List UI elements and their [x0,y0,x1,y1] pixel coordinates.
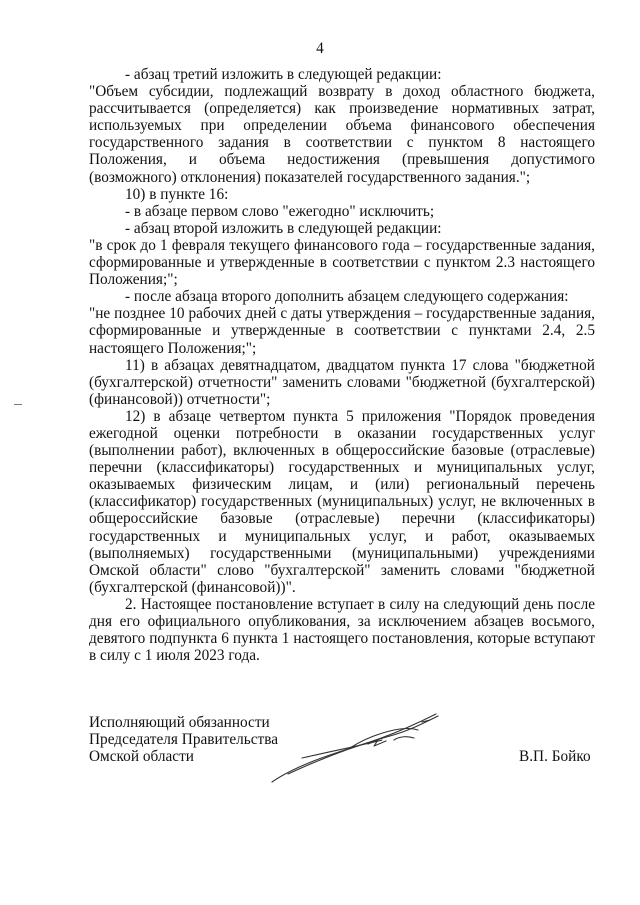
paragraph: "Объем субсидии, подлежащий возврату в доход областного бюджета, рассчитывается (определяется) как произведение нормативных затрат, используемых при определении объема финансового обеспечения государственного задания в соответствии с пунктом 8 настоящего Положения, и объема недостижения (превышения допустимого (возможного) отклонения) показателей государственного задания."; [89,83,595,186]
paragraph: - абзац второй изложить в следующей редакции: [125,219,442,237]
handwritten-signature [258,700,448,790]
paragraph: 12) в абзаце четвертом пункта 5 приложения "Порядок проведения ежегодной оценки потребности в оказании государственных услуг (выполнении работ), включенных в общероссийские базовые (отраслевые) перечни (классификаторы) государственных и муниципальных услуг, оказываемых физическим лицам, и (или) региональный перечень (классификатор) государственных (муниципальных) услуг, не включенных в общероссийские базовые (отраслевые) перечни (классификаторы) государственных и муниципальных услуг, и работ, оказываемых (выполняемых) государственными (муниципальными) учреждениями Омской области" слово "бухгалтерской" заменить словами "бюджетной (бухгалтерской (финансовой))". [89,407,595,596]
paragraph: "не позднее 10 рабочих дней с даты утверждения – государственные задания, сформированные и утвержденные в соответствии с пунктами 2.4, 2.5 настоящего Положения;"; [89,305,595,357]
paragraph: - после абзаца второго дополнить абзацем следующего содержания: [125,288,569,306]
signatory-title-line: Исполняющий обязанности [89,714,270,731]
signature-title-block [89,714,278,765]
document-body [89,66,595,664]
signatory-title-line: Председателя Правительства [89,731,279,748]
paragraph: "в срок до 1 февраля текущего финансового года – государственные задания, сформированные и утвержденные в соответствии с пунктом 2.3 настоящего Положения;"; [89,236,595,289]
margin-mark [14,404,22,405]
paragraph: - абзац третий изложить в следующей редакции: [125,66,442,83]
signatory-name: В.П. Бойко [519,748,591,765]
paragraph: 2. Настоящее постановление вступает в силу на следующий день после дня его официального опубликования, за исключением абзацев восьмого, девятого подпункта 6 пункта 1 настоящего постановления, которые вступают в силу с 1 июля 2023 года. [89,595,595,665]
page-number: 4 [316,40,324,57]
signatory-title-line: Омской области [89,748,194,765]
paragraph: 11) в абзацах девятнадцатом, двадцатом пункта 17 слова "бюджетной (бухгалтерской) отчетности" заменить словами "бюджетной (бухгалтерской) (финансовой)) отчетности"; [89,356,595,408]
paragraph: 10) в пункте 16: [125,185,229,203]
paragraph: - в абзаце первом слово "ежегодно" исключить; [125,202,435,220]
